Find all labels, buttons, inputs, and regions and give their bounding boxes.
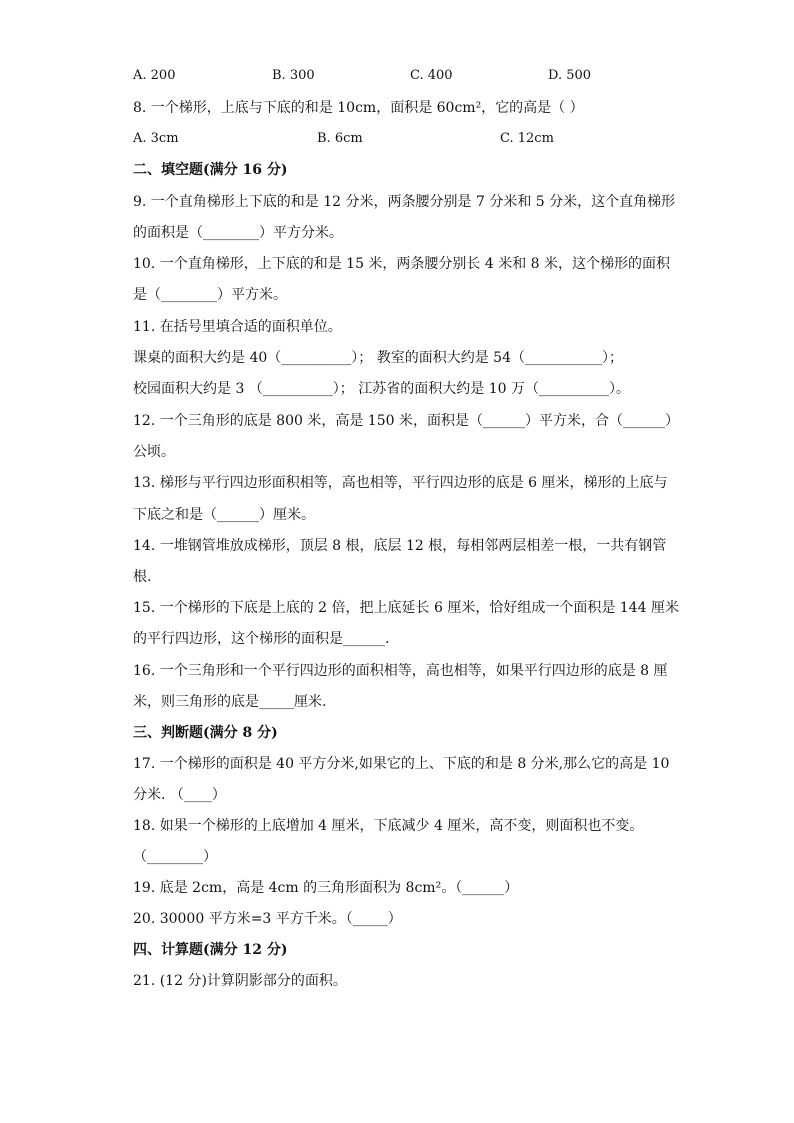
q10-line-1: 10. 一个直角梯形，上下底的和是 15 米，两条腰分别长 4 米和 8 米，这个梯形的面积	[133, 256, 671, 272]
q7-option-b: B. 300	[272, 68, 315, 83]
q13-line-2: 下底之和是（______）厘米。	[133, 507, 315, 523]
q11-line-3: 校园面积大约是 3 （__________）； 江苏省的面积大约是 10 万（__________）。	[133, 381, 630, 397]
q8-stem: 8. 一个梯形，上底与下底的和是 10cm，面积是 60cm²，它的高是（ ）	[133, 100, 584, 116]
q14-line-2: 根.	[133, 569, 152, 585]
q20: 20. 30000 平方米=3 平方千米。（_____）	[133, 911, 402, 927]
q21: 21. (12 分)计算阴影部分的面积。	[133, 973, 347, 989]
q11-line-2: 课桌的面积大约是 40（__________）； 教室的面积大约是 54（___________）；	[133, 350, 623, 366]
q14-line-1: 14. 一堆钢管堆放成梯形，顶层 8 根，底层 12 根，每相邻两层相差一根，一共有钢管	[133, 538, 667, 554]
q15-line-2: 的平行四边形，这个梯形的面积是______.	[133, 631, 390, 647]
q10-line-2: 是（________）平方米。	[133, 287, 287, 303]
q12-line-1: 12. 一个三角形的底是 800 米，高是 150 米，面积是（______）平方米，合（______）	[133, 413, 679, 429]
q7-option-d: D. 500	[548, 68, 592, 83]
q19: 19. 底是 2cm，高是 4cm 的三角形面积为 8cm²。（______）	[133, 880, 519, 896]
q16-line-2: 米，则三角形的底是_____厘米.	[133, 694, 327, 710]
q18-line-2: （________）	[133, 849, 217, 865]
q12-line-2: 公顷。	[133, 444, 175, 460]
section-true-false-heading: 三、判断题(满分 8 分)	[133, 725, 278, 741]
q7-option-a: A. 200	[133, 68, 176, 83]
q11-line-1: 11. 在括号里填合适的面积单位。	[133, 319, 342, 335]
q7-option-c: C. 400	[410, 68, 453, 83]
section-calculation-heading: 四、计算题(满分 12 分)	[133, 942, 288, 958]
q17-line-1: 17. 一个梯形的面积是 40 平方分米,如果它的上、下底的和是 8 分米,那么它的高是 10	[133, 756, 670, 772]
q17-line-2: 分米. （____）	[133, 787, 226, 803]
q9-line-1: 9. 一个直角梯形上下底的和是 12 分米，两条腰分别是 7 分米和 5 分米，这个直角梯形	[133, 194, 676, 210]
q18-line-1: 18. 如果一个梯形的上底增加 4 厘米，下底减少 4 厘米，高不变，则面积也不变。	[133, 818, 644, 834]
q15-line-1: 15. 一个梯形的下底是上底的 2 倍，把上底延长 6 厘米，恰好组成一个面积是 144 厘米	[133, 600, 679, 616]
q8-option-c: C. 12cm	[500, 131, 554, 146]
section-fill-blank-heading: 二、填空题(满分 16 分)	[133, 162, 288, 178]
q8-option-a: A. 3cm	[133, 131, 179, 146]
q8-option-b: B. 6cm	[317, 131, 363, 146]
q16-line-1: 16. 一个三角形和一个平行四边形的面积相等，高也相等，如果平行四边形的底是 8 厘	[133, 663, 668, 679]
q9-line-2: 的面积是（________）平方分米。	[133, 225, 343, 241]
q13-line-1: 13. 梯形与平行四边形面积相等，高也相等，平行四边形的底是 6 厘米，梯形的上底与	[133, 475, 668, 491]
